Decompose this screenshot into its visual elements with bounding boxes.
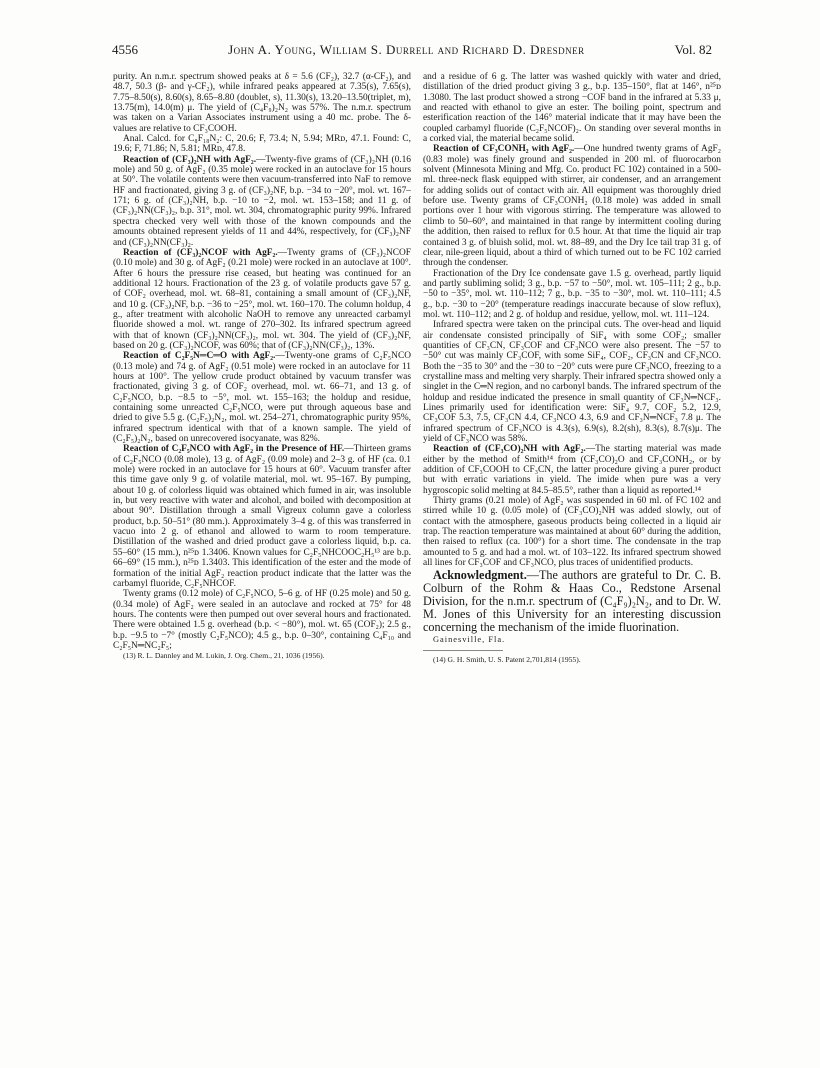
- right-column: [423, 72, 721, 664]
- left-column: [113, 72, 411, 660]
- footnote-13: (13) R. L. Dannley and M. Lukin, J. Org. Chem., 21, 1036 (1956).: [123, 651, 325, 661]
- footnote-14: (14) G. H. Smith, U. S. Patent 2,701,814 (1955).: [433, 654, 581, 664]
- paragraph-text: Anal. Calcd. for C₈F₁₈N₂: C, 20.6; F, 73.4; N, 5.94; MRᴅ, 47.1. Found: C, 19.6; F, 71.86; N, 5.81; MRᴅ, 47.8.: [113, 134, 411, 155]
- body-paragraph: [423, 496, 721, 568]
- section-paragraph: [113, 351, 411, 444]
- acknowledgment-heading: Acknowledgment.: [433, 567, 527, 582]
- footnote-divider: [423, 650, 503, 651]
- paragraph-text: —Twenty-one grams of C₂F₅NCO (0.13 mole) and 74 g. of AgF₂ (0.51 mole) were rocked in an autoclave for 11 hours at 100°. The yellow crude product obtained by vacuum transfer was fractionated, giving 3 g. of COF₂ overhead, mol. wt. 66–71, and 13 g. of C₂F₅NCO, b.p. −8.5 to −5°, mol. wt. 155–163; the holdup and residue, containing some unreacted C₂F₅NCO, were put through aqueous base and dried to give 5.5 g. (C₂F₅)₂N₂, mol. wt. 254–271, chromatographic purity 95%, infrared spectrum identical with that of a known sample. The yield of (C₂F₅)₂N₂, based on unrecovered isocyanate, was 82%.: [113, 351, 411, 445]
- body-paragraph: [113, 72, 411, 134]
- body-paragraph: [423, 320, 721, 444]
- section-heading: Reaction of (CF₃CO)₂NH with AgF₂.: [433, 444, 586, 455]
- section-paragraph: [113, 248, 411, 351]
- paragraph-text: and a residue of 6 g. The latter was washed quickly with water and dried, distillation of the dried product giving 3 g., b.p. 135–150°, flat at 146°, n²⁵ᴅ 1.3080. The last product showed a strong −COF band in the infrared at 5.33 μ, and reacted with ethanol to give an ester. The boiling point, spectrum and esterification reaction of the 146° material indicate that it may have been the coupled carbamyl fluoride (C₂F₅NCOF)₂. On standing over several months in a corked vial, the material became solid.: [423, 72, 721, 145]
- body-paragraph: [113, 134, 411, 155]
- paragraph-text: Thirty grams (0.21 mole) of AgF₂ was suspended in 60 ml. of FC 102 and stirred while 10 g. (0.05 mole) of (CF₃CO)₂NH was added slowly, out of contact with the atmosphere, gaseous products being collected in a liquid air trap. The reaction temperature was maintained at about 60° during the addition, then raised to reflux (ca. 100°) for a short time. The condensate in the trap amounted to 5 g. and had a mol. wt. of 103–122. Its infrared spectrum showed all lines for CF₃COF and CF₃NCO, plus traces of unidentified products.: [423, 496, 722, 569]
- body-paragraph: [423, 269, 721, 321]
- paragraph-text: Infrared spectra were taken on the principal cuts. The over-head and liquid air condensate consisted principally of SiF₄ with some COF₂; smaller quantities of CF₃CN, CF₃COF and CF₃NCO were also present. The −57 to −50° cut was mainly CF₃COF, with some SiF₄, COF₂, CF₃CN and CF₃NCO. Both the −35 to 30° and the −30 to −20° cuts were pure CF₃NCO, freezing to a crystalline mass and melting very sharply. Their infrared spectra showed only a singlet in the C═N region, and no carbonyl bands. The infrared spectrum of the holdup and residue indicated the presence in small quantity of CF₃N═NCF₃. Lines primarily used for identification were: SiF₄ 9.7, COF₂ 5.2, 12.9, CF₃COF 5.3, 7.5, CF₃CN 4.4, CF₃NCO 4.3, 6.9 and CF₃N═NCF₃ 7.8 μ. The infrared spectrum of CF₃NCO is 4.3(s), 6.9(s), 8.2(sh), 8.3(s), 8.7(s)μ. The yield of CF₃NCO was 58%.: [423, 320, 721, 445]
- section-paragraph: [423, 444, 721, 496]
- section-heading: Reaction of (CF₃)₂NCOF with AgF₂.: [123, 247, 278, 258]
- section-heading: Reaction of C₂F₅N═C═O with AgF₂.: [123, 351, 276, 362]
- acknowledgment-text: —The authors are grateful to Dr. C. B. Colburn of the Rohm & Haas Co., Redstone Arsenal Division, for the n.m.r. spectrum of (C₄F₉)₂N₂, and to Dr. W. M. Jones of this University for an interesting discussion concerning the mechanism of the imide fluorination.: [423, 567, 721, 635]
- volume-label: Vol. 82: [674, 42, 712, 57]
- paragraph-text: Fractionation of the Dry Ice condensate gave 1.5 g. overhead, partly liquid and partly subliming solid; 3 g., b.p. −57 to −50°, mol. wt. 105–111; 2 g., b.p. −50 to −35°, mol. wt. 110–112; 7 g., b.p. −35 to −30°, mol. wt. 110–111; 4.5 g., b.p. −30 to −20° (temperature readings inaccurate because of slow reflux), mol. wt. 110–112; and 2 g. of holdup and residue, yellow, mol. wt. 111–124.: [423, 268, 721, 320]
- paragraph-text: —Twenty grams of (CF₃)₂NCOF (0.10 mole) and 30 g. of AgF₂ (0.21 mole) were rocked in an autoclave at 100°. After 6 hours the pressure rise ceased, but heating was continued for an additional 12 hours. Fractionation of the 23 g. of volatile products gave 57 g. of COF₂ overhead, mol. wt. 68–81, containing a small amount of (CF₃)₂NF, and 10 g. (CF₃)₂NF, b.p. −36 to −25°, mol. wt. 160–170. The column holdup, 4 g., after treatment with alcoholic NaOH to remove any unreacted carbamyl fluoride showed a mol. wt. range of 270–302. Its infrared spectrum agreed with that of known (CF₃)₂NN(CF₃)₂, mol. wt. 304. The yield of (CF₃)₂NF, based on 20 g. (CF₃)₂NCOF, was 60%; that of (CF₃)₂NN(CF₃)₂, 13%.: [113, 247, 411, 351]
- section-heading: Reaction of (CF₃)₂NH with AgF₂.: [123, 154, 257, 165]
- running-header: [112, 42, 712, 60]
- body-paragraph: [113, 589, 411, 651]
- body-paragraph: [423, 72, 721, 144]
- paragraph-text: —Thirteen grams of C₂F₅NCO (0.08 mole), 13 g. of AgF₂ (0.09 mole) and 2–3 g. of HF (ca. 0.1 mole) were rocked in an autoclave for 15 hours at 60°. Vacuum transfer after this time gave only 9 g. of volatile material, mol. wt. 95–167. By pumping, about 10 g. of colorless liquid was obtained which fumed in air, was insoluble in, but very reactive with water and alcohol, and boiled with decomposition at about 90°. Distillation through a small Vigreux column gave a colorless product, b.p. 50–51° (80 mm.). Approximately 3–4 g. of this was transferred in vacuo into 2 g. of ethanol and allowed to warm to room temperature. Distillation of the washed and dried product gave a colorless liquid, b.p. ca. 55–60° (15 mm.), n²⁵ᴅ 1.3406. Known values for C₂F₅NHCOOC₂H₅¹³ are b.p. 66–69° (15 mm.), n²⁵ᴅ 1.3403. This identification of the ester and the mode of formation of the initial AgF₂ reaction product indicate that the latter was the carbamyl fluoride, C₂F₅NHCOF.: [113, 444, 411, 589]
- page-number: 4556: [112, 42, 138, 57]
- running-header-authors: John A. Young, William S. Durrell and Richard D. Dresdner: [228, 42, 585, 57]
- paragraph-text: Twenty grams (0.12 mole) of C₂F₅NCO, 5–6 g. of HF (0.25 mole) and 50 g. (0.34 mole) of AgF₂ were sealed in an autoclave and rocked at 75° for 48 hours. The contents were then pumped out over several hours and fractionated. There were obtained 1.5 g. overhead (b.p. < −80°), mol. wt. 65 (COF₂); 2.5 g., b.p. −9.5 to −7° (mostly C₂F₅NCO); 4.5 g., b.p. 0–30°, containing C₄F₁₀ and C₂F₅N═NC₂F₅;: [113, 589, 411, 651]
- section-heading: Reaction of C₂F₅NCO with AgF₂ in the Presence of HF.: [123, 444, 345, 455]
- author-location: Gainesville, Fla.: [433, 634, 506, 644]
- acknowledgment-paragraph: [423, 569, 721, 635]
- paragraph-text: —The starting material was made either by the method of Smith¹⁴ from (CF₃CO)₂O and CF₃CONH₂, or by addition of CF₃COOH to CF₃CN, the latter procedure giving a purer product but with erratic variations in yield. The imide when pure was a very hygroscopic solid melting at 84.5–85.5°, rather than a liquid as reported.¹⁴: [423, 444, 721, 496]
- section-paragraph: [113, 444, 411, 589]
- paragraph-text: purity. An n.m.r. spectrum showed peaks at δ = 5.6 (CF₂), 32.7 (α-CF₂), and 48.7, 50.3 (β- and γ-CF₂), while infrared peaks appeared at 7.35(s), 7.65(s), 7.75–8.50(s), 8.60(s), 8.65–8.80 (doublet, s), 11.30(s), 13.20–13.50(triplet, m), 13.75(m), 14.0(m) μ. The yield of (C₄F₉)₂N₂ was 57%. The n.m.r. spectrum was taken on a Varian Associates instrument using a 40 mc. probe. The δ-values are relative to CF₃COOH.: [113, 72, 411, 134]
- paragraph-text: —One hundred twenty grams of AgF₂ (0.83 mole) was finely ground and suspended in 200 ml. of fluorocarbon solvent (Minnesota Mining and Mfg. Co. product FC 102) contained in a 500-ml. three-neck flask equipped with stirrer, air condenser, and an arrangement for adding solids out of contact with air. All equipment was thoroughly dried before use. Twenty grams of CF₃CONH₂ (0.18 mole) was added in small portions over 1 hour with vigorous stirring. The temperature was allowed to climb to 50–60°, and maintained in that range by intermittent cooling during the addition, then raised to reflux for 0.5 hour. At that time the liquid air trap contained 3 g. of bluish solid, mol. wt. 88–89, and the Dry Ice tail trap 31 g. of clear, nile-green liquid, about a third of which turned out to be FC 102 carried through the condenser.: [423, 144, 722, 269]
- section-paragraph: [423, 144, 721, 268]
- section-heading: Reaction of CF₃CONH₂ with AgF₂.: [433, 144, 575, 155]
- paragraph-text: —Twenty-five grams of (CF₃)₂NH (0.16 mole) and 50 g. of AgF₂ (0.35 mole) were rocked in an autoclave for 15 hours at 50°. The volatile contents were then vacuum-transferred into NaF to remove HF and fractionated, giving 3 g. of (CF₃)₂NF, b.p. −34 to −20°, mol. wt. 167–171; 6 g. of (CF₃)₂NH, b.p. −10 to −2, mol. wt. 153–158; and 11 g. of (CF₃)₂NN(CF₃)₂, b.p. 31°, mol. wt. 304, chromatographic purity 99%. Infrared spectra checked very well with those of the known compounds and the amounts obtained represent yields of 11 and 44%, respectively, for (CF₃)₂NF and (CF₃)₂NN(CF₃)₂.: [113, 154, 411, 248]
- section-paragraph: [113, 155, 411, 248]
